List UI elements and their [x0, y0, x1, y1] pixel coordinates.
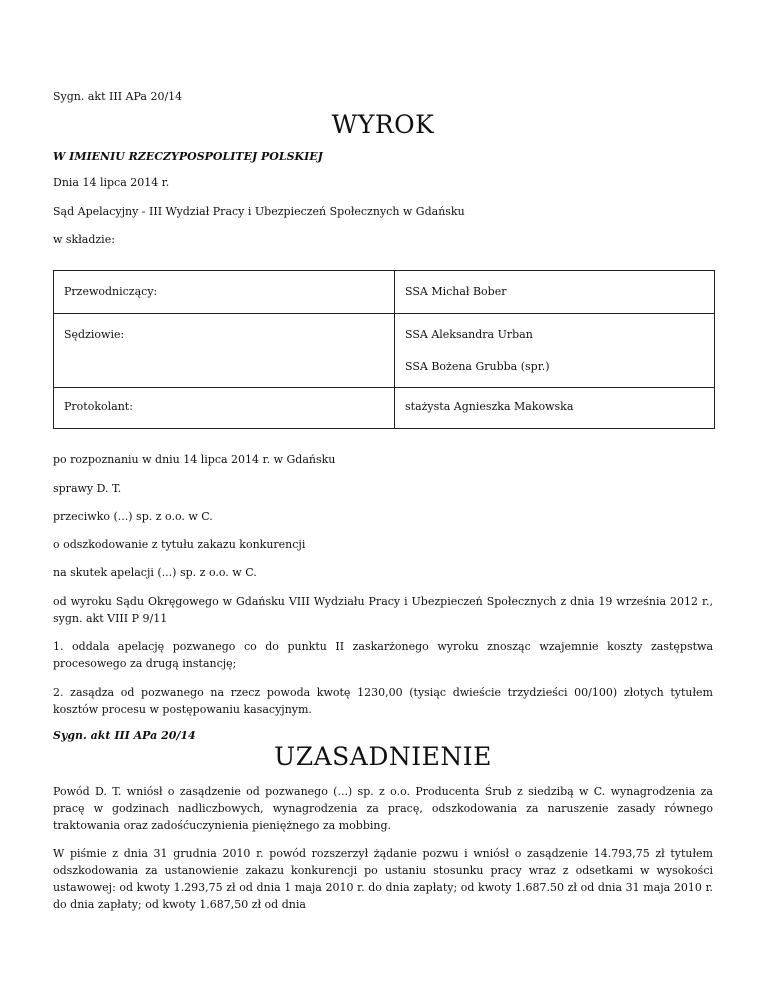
case-subject: o odszkodowanie z tytułu zakazu konkurencji	[53, 538, 306, 551]
judgment-date: Dnia 14 lipca 2014 r.	[53, 176, 170, 189]
hearing-info: po rozpoznaniu w dniu 14 lipca 2014 r. w Gdańsku	[53, 453, 336, 466]
case-defendant: przeciwko (...) sp. z o.o. w C.	[53, 510, 213, 523]
court-name: Sąd Apelacyjny - III Wydział Pracy i Ubezpieczeń Społecznych w Gdańsku	[53, 205, 465, 218]
panel-name: SSA Bożena Grubba (spr.)	[405, 360, 550, 373]
panel-role-cell	[54, 271, 395, 314]
ruling-item-2: 2. zasądza od pozwanego na rzecz powoda kwotę 1230,00 (tysiąc dwieście trzydzieści 00/100) złotych tytułem kosztów procesu w postępowaniu kasacyjnym.	[53, 686, 713, 716]
panel-row-judges	[54, 314, 715, 388]
case-signature: Sygn. akt III APa 20/14	[53, 90, 183, 103]
justification-signature: Sygn. akt III APa 20/14	[53, 729, 196, 742]
judgment-subtitle: W IMIENIU RZECZYPOSPOLITEJ POLSKIEJ	[53, 150, 323, 163]
panel-names-cell	[395, 388, 715, 429]
appeal-info: na skutek apelacji (...) sp. z o.o. w C.	[53, 566, 257, 579]
judgment-source: od wyroku Sądu Okręgowego w Gdańsku VIII Wydziału Pracy i Ubezpieczeń Społecznych z dnia 19 września 2012 r., sygn. akt VIII P 9/11	[53, 595, 713, 625]
panel-names-cell	[395, 314, 715, 388]
ruling-item-1: 1. oddala apelację pozwanego co do punktu II zaskarżonego wyroku znosząc wzajemnie koszty zastępstwa procesowego za drugą instancję;	[53, 640, 713, 670]
panel-name: SSA Aleksandra Urban	[405, 328, 533, 341]
panel-role-cell	[54, 388, 395, 429]
panel-role: Protokolant:	[64, 400, 133, 413]
panel-role: Sędziowie:	[64, 328, 125, 341]
case-party: sprawy D. T.	[53, 482, 122, 495]
composition-label: w składzie:	[53, 233, 115, 246]
judgment-title: WYROK	[331, 110, 435, 139]
panel-row-chair	[54, 271, 715, 314]
panel-name: SSA Michał Bober	[405, 285, 507, 298]
panel-names-cell	[395, 271, 715, 314]
panel-role: Przewodniczący:	[64, 285, 158, 298]
justification-title: UZASADNIENIE	[274, 742, 492, 771]
panel-name: stażysta Agnieszka Makowska	[405, 400, 574, 413]
justification-paragraph-2: W piśmie z dnia 31 grudnia 2010 r. powód rozszerzył żądanie pozwu i wniósł o zasądzenie 14.793,75 zł tytułem odszkodowania za ustanowienie zakazu konkurencji po ustaniu stosunku pracy wraz z odsetkami w wysokości ustawowej: od kwoty 1.293,75 zł od dnia 1 maja 2010 r. do dnia zapłaty; od kwoty 1.687.50 zł od dnia 31 maja 2010 r. do dnia zapłaty; od kwoty 1.687,50 zł od dnia	[53, 847, 713, 911]
panel-role-cell	[54, 314, 395, 388]
panel-table	[53, 270, 715, 429]
justification-paragraph-1: Powód D. T. wniósł o zasądzenie od pozwanego (...) sp. z o.o. Producenta Śrub z siedzibą w C. wynagrodzenia za pracę w godzinach nadliczbowych, wynagrodzenia za pracę, odszkodowania za naruszenie zasady równego traktowania oraz zadośćuczynienia pieniężnego za mobbing.	[53, 785, 713, 832]
panel-row-clerk	[54, 388, 715, 429]
